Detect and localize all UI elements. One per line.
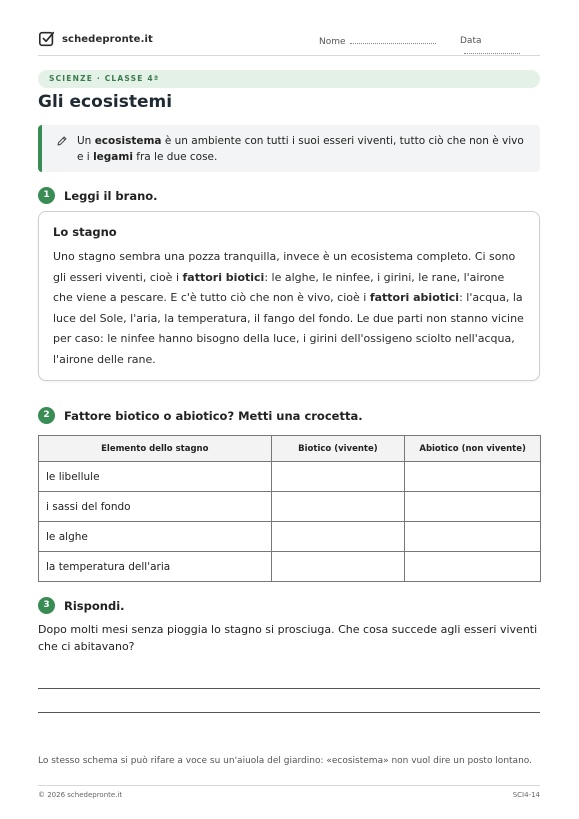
element-cell: le libellule (39, 462, 272, 492)
brand-logo (38, 30, 153, 48)
biotic-checkbox-cell[interactable] (271, 492, 405, 522)
passage-text: Uno stagno sembra una pozza tranquilla, invece è un ecosistema completo. Ci sono gli esseri viventi, cioè i fattori biotici: le alghe, le ninfee, i girini, le rane, l'airone che viene a pescare. E c'è tutto ciò che non è vivo, cioè i fattori abiotici: l'acqua, la luce del Sole, l'aria, la temperatura, il fango del fondo. Le due parti non stanno vicine per caso: le ninfee hanno bisogno della luce, i girini dell'ossigeno sciolto nell'acqua, l'airone delle rane. (53, 250, 524, 366)
question-text: Dopo molti mesi senza pioggia lo stagno si prosciuga. Che cosa succede agli esseri viventi che ci abitavano? (38, 623, 538, 653)
biotic-checkbox-cell[interactable] (271, 522, 405, 552)
section-number: 1 (38, 187, 55, 204)
table-row (39, 462, 541, 492)
footnote: Lo stesso schema si può rifare a voce su un'aiuola del giardino: «ecosistema» non vuol dire un posto lontano. (38, 756, 532, 766)
name-field[interactable] (319, 36, 436, 47)
section-1-heading (38, 187, 158, 204)
table-row (39, 522, 541, 552)
name-line (350, 36, 436, 44)
definition-text: Un ecosistema è un ambiente con tutti i suoi esseri viventi, tutto ciò che non è vivo e i legami fra le due cose. (77, 135, 524, 163)
column-header: Elemento dello stagno (39, 436, 272, 462)
reading-passage (38, 211, 540, 381)
subject-badge: SCIENZE · CLASSE 4ª (38, 70, 540, 88)
date-field[interactable] (460, 36, 540, 57)
passage-title: Lo stagno (53, 225, 117, 239)
biotic-checkbox-cell[interactable] (271, 552, 405, 582)
checkbox-icon (38, 30, 56, 48)
table-row (39, 492, 541, 522)
element-cell: la temperatura dell'aria (39, 552, 272, 582)
section-3-heading (38, 597, 125, 614)
copyright: © 2026 schedepronte.it (38, 791, 123, 799)
section-label: Rispondi. (64, 598, 125, 613)
page-header (38, 30, 540, 56)
section-label: Leggi il brano. (64, 188, 158, 203)
answer-line[interactable] (38, 688, 540, 689)
pencil-icon (56, 135, 68, 147)
page-footer (38, 785, 540, 799)
section-number: 3 (38, 597, 55, 614)
date-label: Data (460, 36, 482, 46)
abiotic-checkbox-cell[interactable] (405, 462, 541, 492)
column-header: Biotico (vivente) (271, 436, 405, 462)
section-2-heading (38, 407, 363, 424)
name-label: Nome (319, 37, 346, 47)
page-title: Gli ecosistemi (38, 92, 173, 112)
table-row (39, 552, 541, 582)
element-cell: le alghe (39, 522, 272, 552)
worksheet-code: SCI4-14 (512, 791, 540, 799)
abiotic-checkbox-cell[interactable] (405, 492, 541, 522)
brand-name: schedepronte.it (62, 33, 153, 45)
element-cell: i sassi del fondo (39, 492, 272, 522)
biotic-checkbox-cell[interactable] (271, 462, 405, 492)
column-header: Abiotico (non vivente) (405, 436, 541, 462)
section-label: Fattore biotico o abiotico? Metti una crocetta. (64, 408, 363, 423)
classification-table (38, 435, 541, 582)
definition-box (38, 125, 540, 172)
abiotic-checkbox-cell[interactable] (405, 522, 541, 552)
answer-line[interactable] (38, 712, 540, 713)
date-line (464, 46, 520, 54)
abiotic-checkbox-cell[interactable] (405, 552, 541, 582)
table-header-row (39, 436, 541, 462)
section-number: 2 (38, 407, 55, 424)
